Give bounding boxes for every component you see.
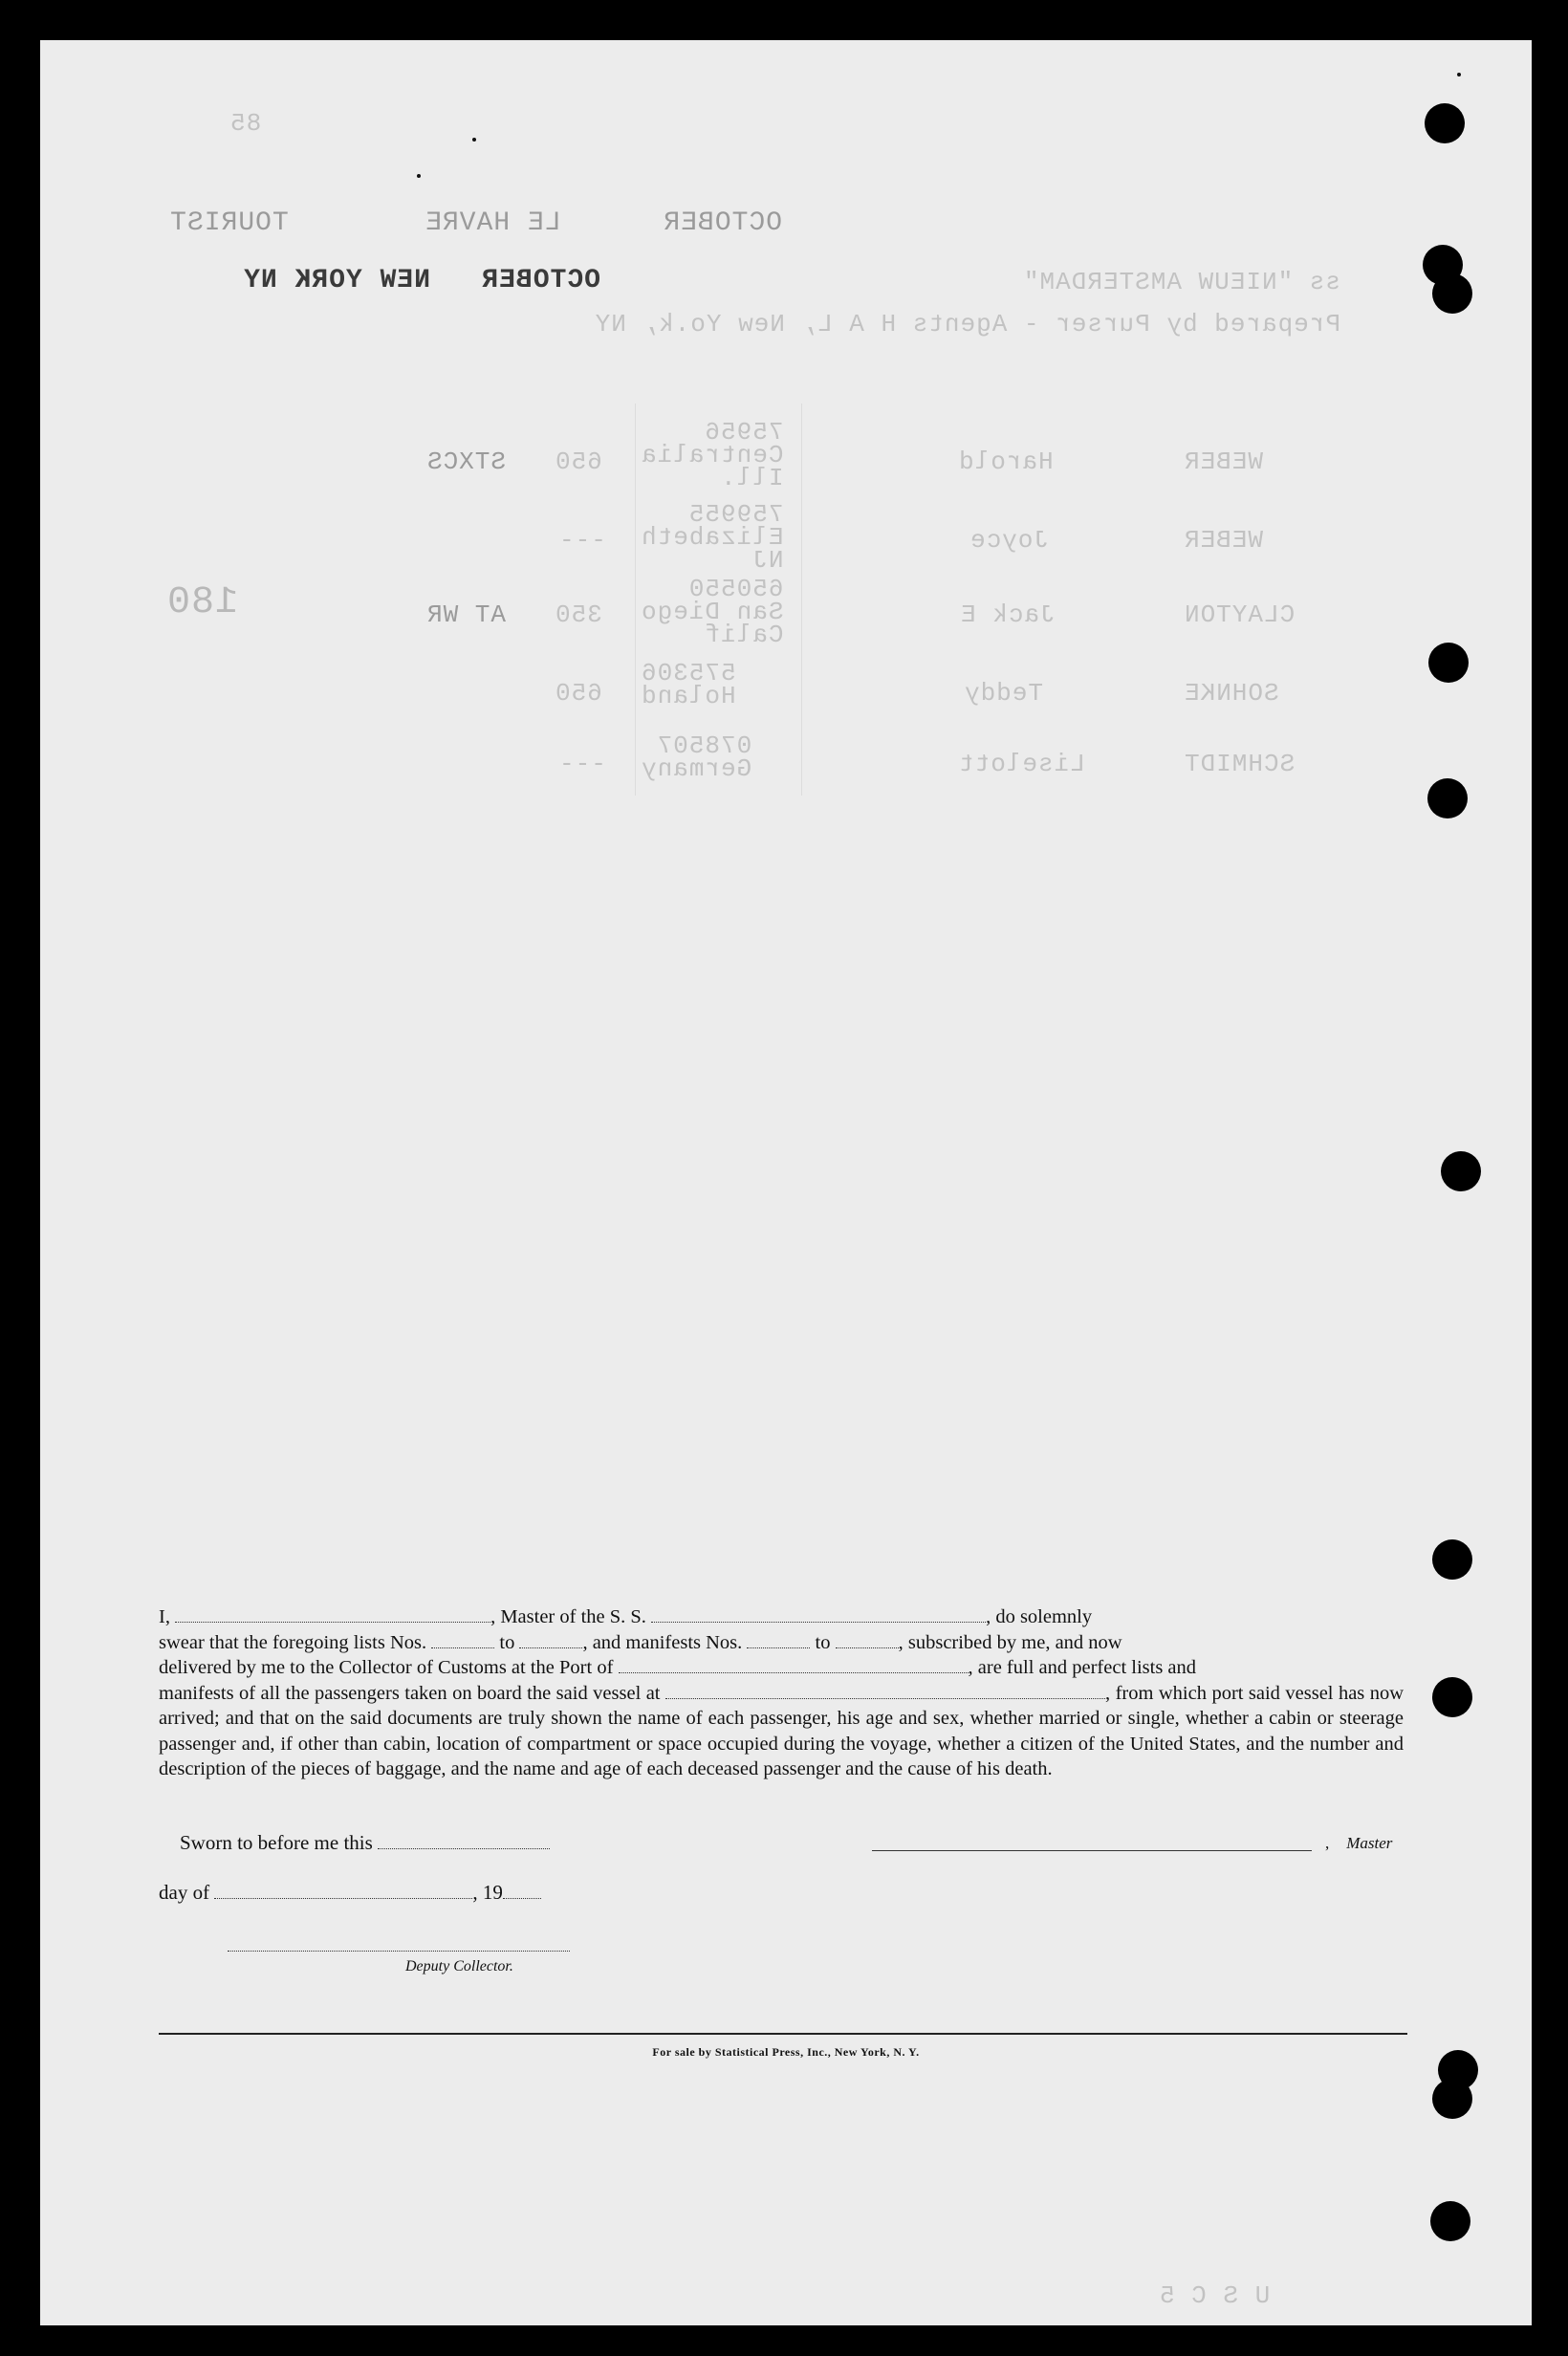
oath-text: to [815, 1631, 831, 1653]
ghost-surname: CLAYTON [1184, 600, 1296, 629]
ghost-code: 650 [555, 447, 602, 476]
lists-from-blank[interactable] [431, 1630, 494, 1648]
ghost-surname: SOHNKE [1184, 679, 1279, 708]
ghost-side-number: 180 [166, 581, 239, 624]
lists-to-blank[interactable] [519, 1630, 582, 1648]
oath-text: swear that the foregoing lists Nos. [159, 1631, 427, 1653]
departure-port-blank[interactable] [665, 1681, 1105, 1699]
ghost-vessel-line: ss "NIEUW AMSTERDAM" [1022, 268, 1340, 296]
oath-text: I, [159, 1606, 170, 1627]
ghost-surname: SCHMIDT [1184, 750, 1296, 778]
sworn-row [180, 1831, 550, 1855]
punch-hole [1432, 1539, 1472, 1580]
ghost-place: 078507 Germany [641, 731, 752, 783]
oath-text: manifests of all the passengers taken on board the said vessel at [159, 1682, 661, 1704]
oath-text: port said vessel has now arrived; and that on the said documents are truly shown the name of each passenger, his age and sex, whether married or single, whether a cabin or steerage passenger and, if other than cabin, location of compartment or space occupied during the voyage, whether a citizen of the United States, and the number and description of the pieces of baggage, and the name and age of each deceased passenger and the cause of his death. [159, 1682, 1405, 1779]
specks [1457, 73, 1461, 76]
oath-text: delivered by me to the Collector of Customs at the Port of [159, 1657, 614, 1678]
ghost-bottom-stamp: U S C 5 [1159, 2281, 1271, 2310]
oath-text: , are full and perfect lists and [968, 1657, 1197, 1678]
ghost-surname: WEBER [1184, 447, 1264, 476]
ghost-surname: WEBER [1184, 526, 1264, 555]
oath-text: , from which [1104, 1682, 1207, 1704]
deputy-label: Deputy Collector. [405, 1958, 513, 1974]
footer-rule [159, 2033, 1407, 2035]
ghost-given-name: Harold [958, 447, 1054, 476]
ghost-code: --- [558, 526, 606, 555]
ghost-place: 575306 Holand [641, 659, 736, 710]
punch-hole [1432, 273, 1472, 314]
ghost-place: 650550 San Diego Calif [641, 575, 784, 649]
day-row [159, 1881, 541, 1905]
oath-text: , subscribed by me, and now [898, 1631, 1122, 1653]
punch-hole [1432, 2079, 1472, 2119]
month-blank[interactable] [214, 1881, 472, 1899]
oath-text: , do solemnly [986, 1606, 1093, 1627]
punch-hole [1427, 778, 1468, 818]
master-label [1325, 1834, 1392, 1853]
ghost-code: --- [558, 750, 606, 778]
oath-text: to [499, 1631, 515, 1653]
master-signature-line[interactable] [872, 1850, 1312, 1851]
ghost-place: 759955 Elizabeth NJ [641, 500, 784, 575]
punch-hole [1432, 1677, 1472, 1717]
ghost-given-name: Teddy [964, 679, 1044, 708]
deputy-signature-line[interactable] [228, 1951, 570, 1952]
sworn-day-blank[interactable] [378, 1831, 550, 1849]
ghost-prepared-line: Prepared by Purser - Agents H A L, New Yo.k, NY [594, 310, 1340, 338]
ghost-code: 650 [555, 679, 602, 708]
oath-text: , and manifests Nos. [582, 1631, 743, 1653]
master-oath [159, 1604, 1404, 1782]
ghost-code: 350 [555, 600, 602, 629]
manifests-from-blank[interactable] [747, 1630, 810, 1648]
master-comma: , [1325, 1834, 1330, 1852]
ghost-note: AT WR [426, 600, 507, 629]
punch-hole [1441, 1151, 1481, 1191]
ghost-port-line: OCTOBER NEW YORK NY [243, 266, 600, 295]
port-blank[interactable] [619, 1655, 969, 1673]
oath-text: , Master of the S. S. [490, 1606, 646, 1627]
ghost-place: 75956 Centralia Ill. [641, 418, 784, 492]
master-name-blank[interactable] [175, 1604, 490, 1623]
column-rule [801, 404, 802, 796]
ghost-note: STXCS [426, 447, 507, 476]
ghost-given-name: Jack E [960, 600, 1056, 629]
ghost-given-name: Joyce [969, 526, 1050, 555]
day-of-label: day of [159, 1881, 210, 1904]
sworn-label: Sworn to before me this [180, 1831, 373, 1854]
column-rule [635, 404, 636, 796]
punch-hole [1425, 103, 1465, 143]
manifests-to-blank[interactable] [836, 1630, 899, 1648]
ghost-port-line: OCTOBER LE HAVRE TOURIST [169, 208, 782, 238]
punch-hole [1428, 643, 1469, 683]
specks [417, 174, 421, 178]
ghost-given-name: Liselott [958, 750, 1085, 778]
vessel-name-blank[interactable] [651, 1604, 986, 1623]
manifest-page [40, 40, 1532, 2325]
specks [472, 138, 476, 142]
year-blank[interactable] [503, 1881, 541, 1899]
ghost-page-number: 85 [229, 109, 262, 138]
year-prefix: , 19 [472, 1881, 503, 1904]
footer-imprint: For sale by Statistical Press, Inc., New York, N. Y. [652, 2045, 920, 2059]
punch-hole [1430, 2201, 1470, 2241]
master-label-text: Master [1346, 1834, 1393, 1852]
